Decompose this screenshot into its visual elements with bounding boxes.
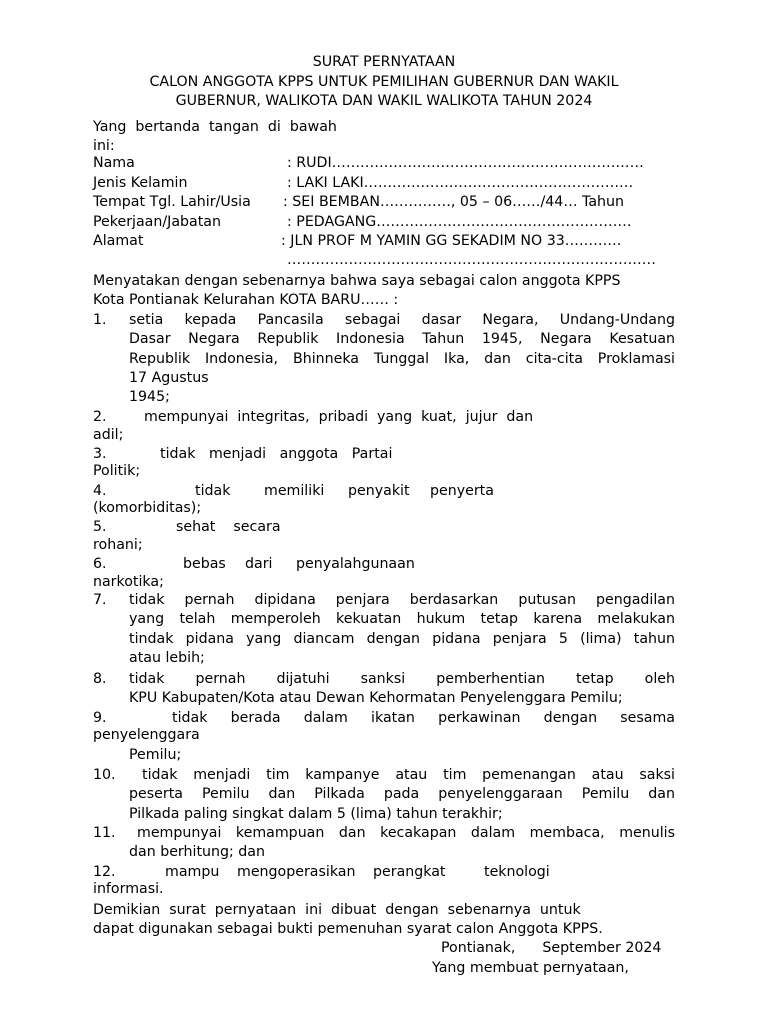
- ttl-value: : SEI BEMBAN……………, 05 – 06……/44… Tahun: [283, 194, 625, 210]
- alamat-value-line-2: ……………………………………………………………………: [287, 252, 656, 268]
- list-item-text: 17 Agustus: [129, 370, 209, 386]
- list-item-number: 4.: [93, 483, 107, 499]
- alamat-value: : JLN PROF M YAMIN GG SEKADIM NO 33…………: [281, 233, 622, 249]
- document-subtitle-line-2: GUBERNUR, WALIKOTA DAN WAKIL WALIKOTA TAHUN 2024: [175, 93, 593, 110]
- list-item-text: tidak pernah dijatuhi sanksi pemberhentian tetap oleh: [129, 671, 675, 687]
- list-item-text: setia kepada Pancasila sebagai dasar Negara, Undang-Undang: [129, 312, 675, 328]
- list-item-text: mempunyai kemampuan dan kecakapan dalam membaca, menulis: [137, 825, 675, 841]
- statement-line-1: Menyatakan dengan sebenarnya bahwa saya sebagai calon anggota KPPS: [93, 273, 621, 289]
- list-item-text: narkotika;: [93, 574, 164, 590]
- list-item-text: penyelenggara: [93, 727, 200, 743]
- list-item-text: tidak menjadi tim kampanye atau tim pemenangan atau saksi: [142, 767, 675, 783]
- list-item-text: dan berhitung; dan: [129, 844, 265, 860]
- list-item-text: mampu: [165, 864, 220, 880]
- intro-line-2: ini:: [93, 138, 115, 154]
- list-item-text: Republik Indonesia, Bhinneka Tunggal Ika, dan cita-cita Proklamasi: [129, 351, 675, 367]
- list-item-number: 6.: [93, 556, 107, 572]
- document-title: SURAT PERNYATAAN: [312, 54, 456, 70]
- list-item-text: teknologi: [484, 864, 550, 880]
- jenis-kelamin-label: Jenis Kelamin: [93, 175, 188, 191]
- list-item-text: mengoperasikan: [237, 864, 356, 880]
- list-item-text: adil;: [93, 427, 124, 443]
- nama-label: Nama: [93, 155, 135, 171]
- list-item-text: penyalahgunaan: [296, 556, 415, 572]
- list-item-text: yang telah memperoleh kekuatan hukum tetap karena melakukan: [129, 611, 675, 627]
- list-item-number: 8.: [93, 671, 107, 687]
- list-item-number: 12.: [93, 864, 116, 880]
- list-item-text: tidak: [195, 483, 231, 499]
- list-item-text: tidak berada dalam ikatan perkawinan dengan sesama: [172, 710, 675, 726]
- closing-line-1: Demikian surat pernyataan ini dibuat dengan sebenarnya untuk: [93, 902, 581, 918]
- list-item-text: mempunyai integritas, pribadi yang kuat, jujur dan: [144, 409, 534, 425]
- statement-line-2: Kota Pontianak Kelurahan KOTA BARU…… :: [93, 292, 399, 308]
- list-item-text: bebas: [183, 556, 226, 572]
- document-subtitle-line-1: CALON ANGGOTA KPPS UNTUK PEMILIHAN GUBERNUR DAN WAKIL: [149, 73, 619, 90]
- list-item-number: 7.: [93, 592, 107, 608]
- list-item-text: rohani;: [93, 537, 143, 553]
- list-item-text: informasi.: [93, 881, 164, 897]
- list-item-text: Dasar Negara Republik Indonesia Tahun 1945, Negara Kesatuan: [129, 331, 675, 347]
- list-item-text: tidak menjadi anggota Partai: [160, 446, 393, 462]
- intro-line-1: Yang bertanda tangan di bawah: [93, 119, 337, 135]
- place-date: Pontianak, September 2024: [441, 940, 662, 956]
- list-item-text: memiliki: [264, 483, 325, 499]
- pekerjaan-value: : PEDAGANG………………………………………………: [287, 214, 632, 230]
- list-item-text: sehat secara: [176, 519, 281, 535]
- list-item-text: atau lebih;: [129, 650, 205, 666]
- document-header: [0, 53, 768, 112]
- list-item-text: penyakit: [348, 483, 410, 499]
- list-item-number: 1.: [93, 312, 107, 328]
- list-item-number: 3.: [93, 446, 107, 462]
- list-item-text: (komorbiditas);: [93, 500, 202, 516]
- signer-label: Yang membuat pernyataan,: [432, 960, 629, 976]
- list-item-text: Pemilu;: [129, 747, 182, 763]
- list-item-text: dari: [245, 556, 273, 572]
- list-item-text: 1945;: [129, 389, 170, 405]
- list-item-number: 9.: [93, 710, 107, 726]
- pekerjaan-label: Pekerjaan/Jabatan: [93, 214, 221, 230]
- list-item-text: tindak pidana yang diancam dengan pidana penjara 5 (lima) tahun: [129, 631, 675, 647]
- list-item-text: perangkat: [373, 864, 446, 880]
- list-item-text: KPU Kabupaten/Kota atau Dewan Kehormatan Penyelenggara Pemilu;: [129, 690, 623, 706]
- ttl-label: Tempat Tgl. Lahir/Usia: [93, 194, 251, 210]
- list-item-text: Pilkada paling singkat dalam 5 (lima) tahun terakhir;: [129, 806, 503, 822]
- closing-line-2: dapat digunakan sebagai bukti pemenuhan syarat calon Anggota KPPS.: [93, 921, 603, 937]
- jenis-kelamin-value: : LAKI LAKI…………………………………………………: [287, 175, 634, 191]
- nama-value: : RUDI…………………………………………………………: [287, 155, 644, 171]
- list-item-text: peserta Pemilu dan Pilkada pada penyelenggaraan Pemilu dan: [129, 786, 675, 802]
- list-item-text: penyerta: [430, 483, 494, 499]
- list-item-number: 11.: [93, 825, 116, 841]
- list-item-text: Politik;: [93, 463, 141, 479]
- list-item-number: 10.: [93, 767, 116, 783]
- list-item-number: 2.: [93, 409, 107, 425]
- alamat-label: Alamat: [93, 233, 144, 249]
- list-item-number: 5.: [93, 519, 107, 535]
- list-item-text: tidak pernah dipidana penjara berdasarkan putusan pengadilan: [129, 592, 675, 608]
